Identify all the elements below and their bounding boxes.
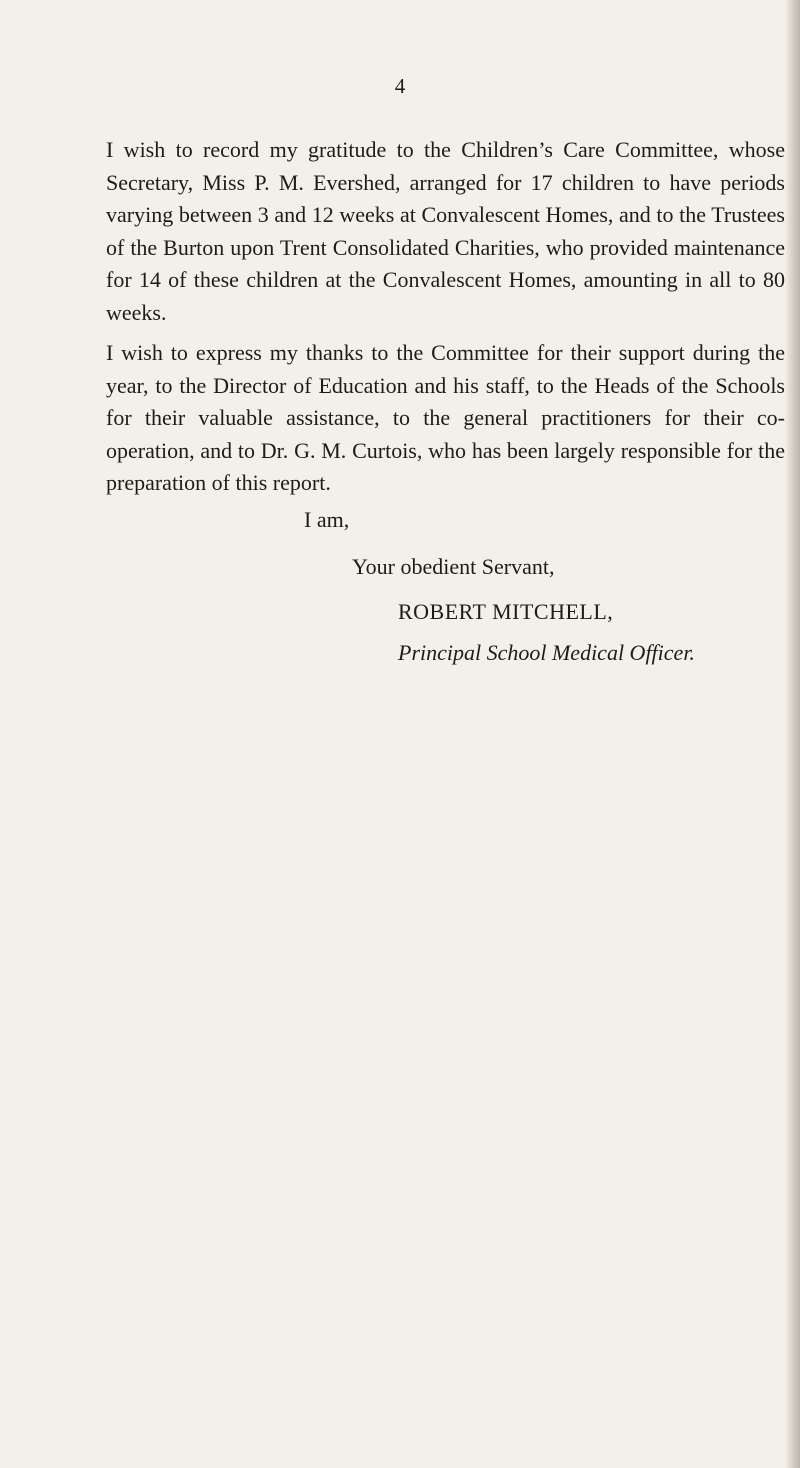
signoff-closing: Your obedient Servant,: [352, 554, 555, 579]
signoff-salutation: I am,: [304, 507, 350, 532]
signatory-title: Principal School Medical Officer.: [398, 640, 695, 665]
page-number: 4: [394, 74, 406, 98]
signatory-name: ROBERT MITCHELL,: [398, 599, 614, 624]
paragraph-gratitude: I wish to record my gratitude to the Children’s Care Committee, whose Secretary, Miss P. M. Evershed, arranged for 17 children to have periods varying between 3 and 12 weeks at Convalescent Homes, and to the Trustees of the Burton upon Trent Consolidated Charities, who provided maintenance for 14 of these children at the Convalescent Homes, amounting in all to 80 weeks.: [106, 137, 785, 325]
paragraph-thanks: I wish to express my thanks to the Committee for their support during the year, to the Director of Education and his staff, to the Heads of the Schools for their valuable assistance, to the general practitioners for their co-operation, and to Dr. G. M. Curtois, who has been largely responsible for the preparation of this report.: [106, 340, 785, 495]
